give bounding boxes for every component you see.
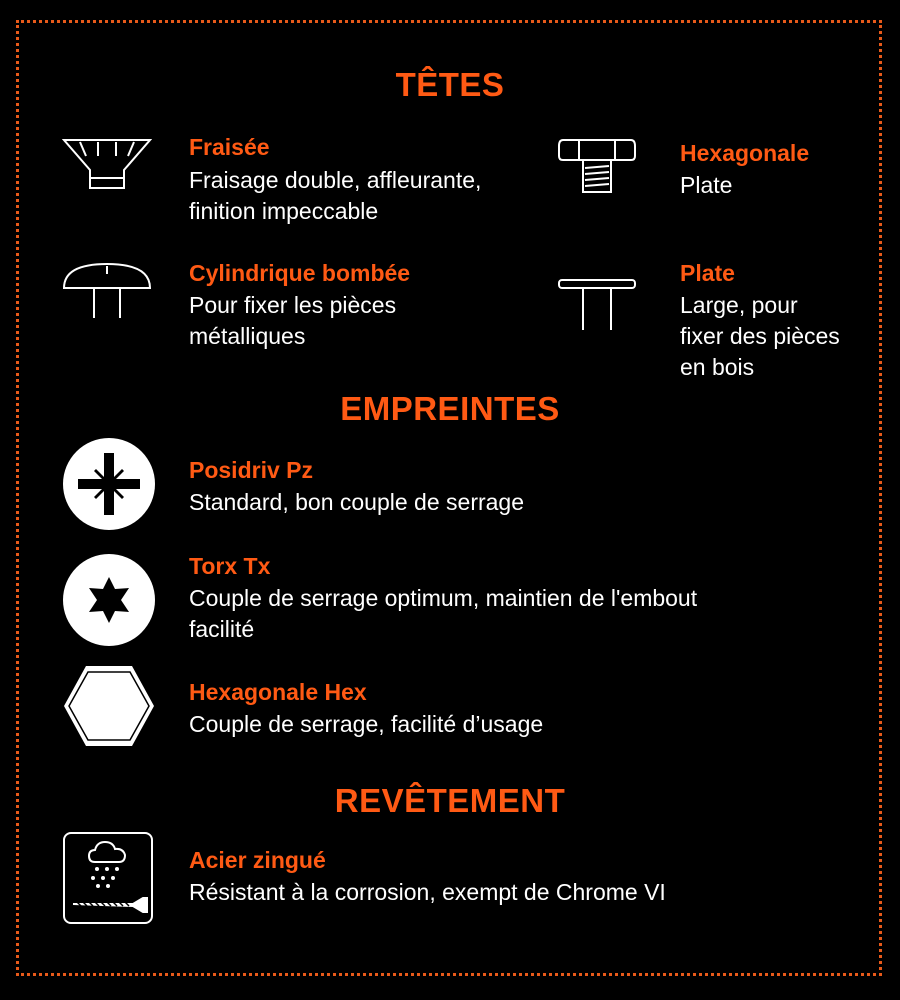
item-desc-posidriv: Standard, bon couple de serrage [189, 489, 525, 515]
hex-socket-icon [62, 664, 156, 748]
item-title-posidriv: Posidriv Pz [189, 457, 313, 483]
item-title-cylindrique: Cylindrique bombée [189, 260, 411, 286]
item-title-fraisee: Fraisée [189, 134, 270, 160]
item-title-torx: Torx Tx [189, 553, 271, 579]
flat-head-icon [557, 276, 637, 334]
section-title-empreintes: EMPREINTES [340, 390, 560, 427]
item-title-hex: Hexagonale Hex [189, 679, 367, 705]
item-title-hexagonale: Hexagonale [680, 140, 810, 166]
posidriv-icon [62, 437, 156, 531]
item-desc-acier: Résistant à la corrosion, exempt de Chrome VI [189, 879, 666, 905]
section-title-tetes: TÊTES [395, 66, 505, 103]
item-desc-plate: Large, pour fixer des pièces en bois [680, 292, 840, 380]
item-desc-fraisee: Fraisage double, affleurante, finition impeccable [189, 167, 482, 224]
rain-screw-icon [63, 832, 153, 924]
section-title-revetement: REVÊTEMENT [334, 782, 566, 819]
item-desc-hex: Couple de serrage, facilité d’usage [189, 711, 544, 737]
hex-head-bolt-icon [557, 136, 637, 198]
item-desc-cylindrique: Pour fixer les pièces métalliques [189, 292, 397, 349]
countersunk-head-icon [62, 136, 152, 192]
torx-icon [62, 553, 156, 647]
item-desc-hexagonale: Plate [680, 172, 733, 198]
item-title-acier: Acier zingué [189, 847, 326, 873]
domed-head-icon [62, 260, 152, 320]
item-desc-torx: Couple de serrage optimum, maintien de l'embout facilité [189, 585, 698, 642]
item-title-plate: Plate [680, 260, 735, 286]
